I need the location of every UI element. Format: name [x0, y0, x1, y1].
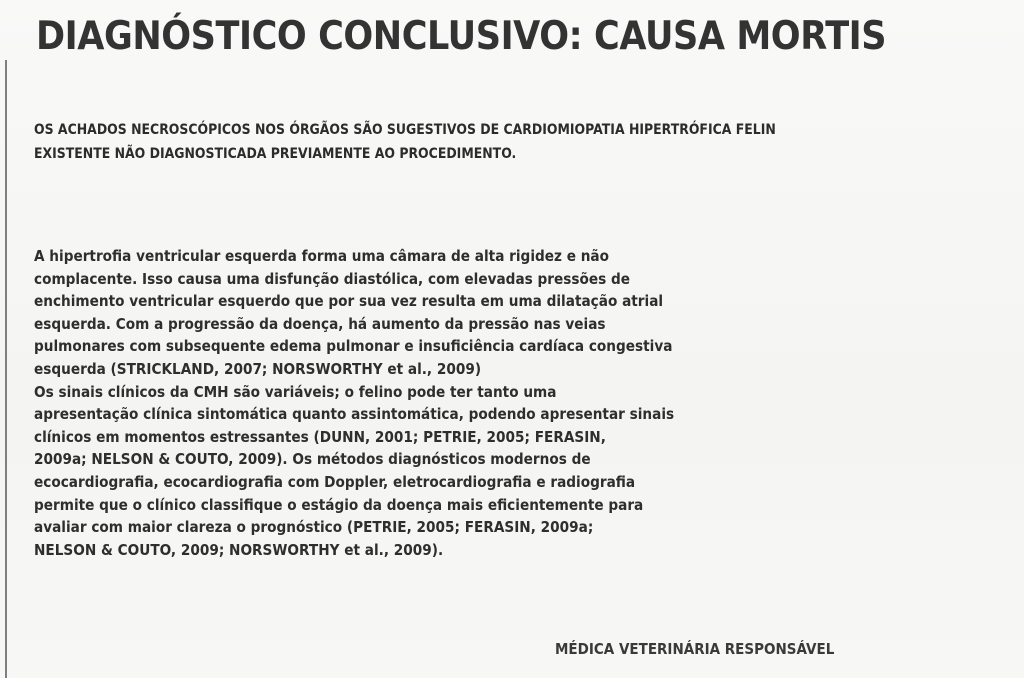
body-line: esquerda (STRICKLAND, 2007; NORSWORTHY et al., 2009) [34, 359, 482, 378]
body-line: Os sinais clínicos da CMH são variáveis; o felino pode ter tanto uma [34, 382, 557, 401]
body-line: enchimento ventricular esquerdo que por sua vez resulta em uma dilatação atrial [34, 292, 664, 311]
summary-line: OS ACHADOS NECROSCÓPICOS NOS ÓRGÃOS SÃO SUGESTIVOS DE CARDIOMIOPATIA HIPERTRÓFICA FELIN [34, 122, 776, 138]
summary-line: EXISTENTE NÃO DIAGNOSTICADA PREVIAMENTE AO PROCEDIMENTO. [34, 146, 517, 162]
document-title: DIAGNÓSTICO CONCLUSIVO: CAUSA MORTIS [36, 14, 887, 59]
body-line: clínicos em momentos estressantes (DUNN, 2001; PETRIE, 2005; FERASIN, [34, 427, 606, 446]
diagnosis-summary [34, 118, 776, 166]
page-edge-line [5, 60, 7, 678]
body-line: complacente. Isso causa uma disfunção diastólica, com elevadas pressões de [34, 269, 631, 288]
body-paragraph [34, 245, 674, 561]
body-line: ecocardiografia, ecocardiografia com Doppler, eletrocardiografia e radiografia [34, 472, 636, 491]
body-line: permite que o clínico classifique o estágio da doença mais eficientemente para [34, 495, 644, 514]
body-line: pulmonares com subsequente edema pulmonar e insuficiência cardíaca congestiva [34, 337, 673, 356]
body-line: apresentação clínica sintomática quanto assintomática, podendo apresentar sinais [34, 405, 675, 424]
body-line: avaliar com maior clareza o prognóstico (PETRIE, 2005; FERASIN, 2009a; [34, 518, 594, 537]
body-line: A hipertrofia ventricular esquerda forma uma câmara de alta rigidez e não [34, 247, 609, 265]
body-line: 2009a; NELSON & COUTO, 2009). Os métodos diagnósticos modernos de [34, 450, 591, 469]
body-line: NELSON & COUTO, 2009; NORSWORTHY et al., 2009). [34, 540, 444, 559]
signature-label: MÉDICA VETERINÁRIA RESPONSÁVEL [555, 640, 835, 658]
body-line: esquerda. Com a progressão da doença, há aumento da pressão nas veias [34, 314, 606, 333]
